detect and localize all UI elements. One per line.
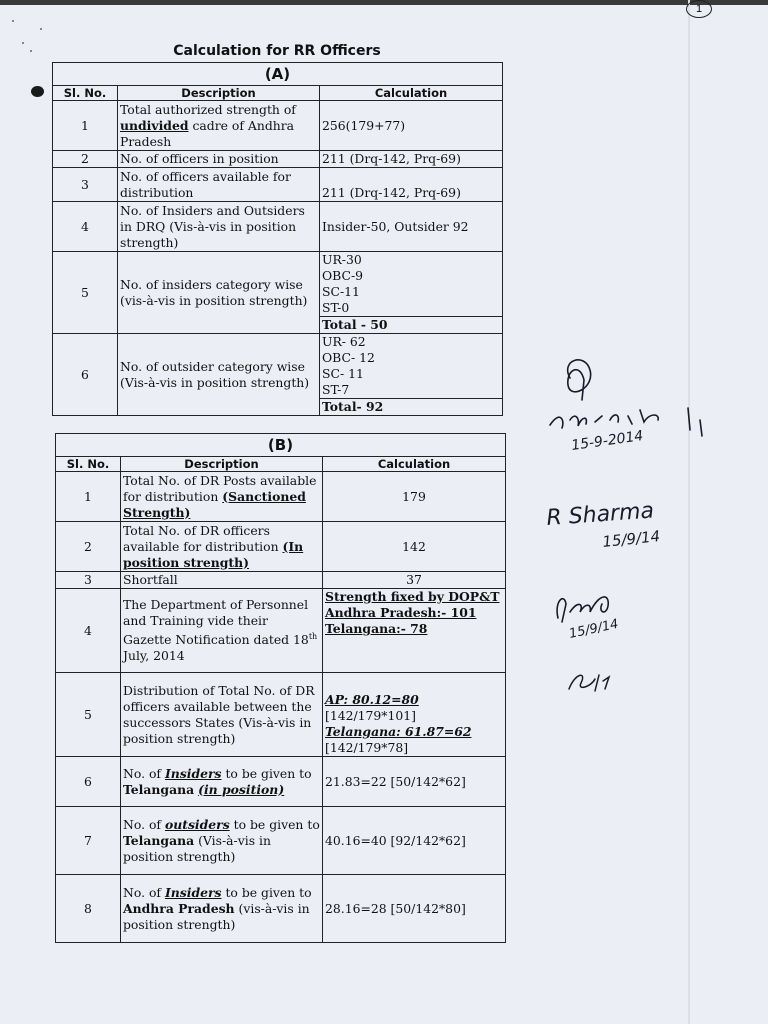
desc-text: (Vis-à-vis in position strength): [123, 832, 271, 864]
category-value: ST-0: [320, 300, 502, 317]
table-row: [56, 807, 506, 875]
header-description: Description: [118, 86, 320, 101]
row-description: [121, 589, 323, 673]
desc-text: to be given to: [221, 884, 312, 900]
row-description: [121, 472, 323, 522]
row-description: No. of outsider category wise (Vis-à-vis in position strength): [118, 334, 320, 416]
row-sl-no: 1: [56, 472, 121, 522]
scan-speck: [22, 42, 24, 44]
category-value: SC- 11: [322, 366, 364, 381]
table-b-caption: (B): [56, 434, 506, 457]
page-number: 1: [686, 0, 712, 18]
row-description: [118, 101, 320, 151]
signature-3: [550, 582, 670, 642]
table-row: [53, 168, 503, 202]
desc-text: The Department of Personnel and Training vide their Gazette Notification dated 18: [123, 596, 309, 648]
row-sl-no: 4: [56, 589, 121, 673]
category-total: Total - 50: [322, 317, 388, 332]
row-description: No. of officers available for distribution: [118, 168, 320, 202]
desc-state: Telangana: [123, 781, 195, 797]
table-b: [55, 433, 506, 943]
row-calculation: [323, 673, 506, 757]
desc-emphasis: (in position): [198, 781, 285, 797]
row-calculation: 179: [323, 472, 506, 522]
signature-2-name: R Sharma: [545, 498, 655, 531]
table-row: [56, 572, 506, 589]
header-description: Description: [121, 457, 323, 472]
header-calculation: Calculation: [320, 86, 503, 101]
row-sl-no: 7: [56, 807, 121, 875]
category-value: UR-30: [322, 252, 362, 267]
table-a-caption: (A): [53, 63, 503, 86]
row-sl-no: 8: [56, 875, 121, 943]
desc-emphasis: outsiders: [164, 816, 230, 832]
row-sl-no: 6: [56, 757, 121, 807]
row-calculation: 21.83=22 [50/142*62]: [323, 757, 506, 807]
row-description: [121, 807, 323, 875]
table-row: [53, 151, 503, 168]
row-description: [121, 875, 323, 943]
signature-1: [540, 350, 730, 460]
signature-1-date: 15-9-2014: [570, 428, 645, 454]
page-title: Calculation for RR Officers: [173, 43, 381, 59]
table-row: [53, 252, 503, 334]
row-sl-no: 1: [53, 101, 118, 151]
desc-text: July, 2014: [123, 648, 185, 664]
desc-emphasis: (Sanctioned Strength): [123, 488, 306, 520]
table-row: [53, 202, 503, 252]
scan-speck: [12, 20, 14, 22]
row-sl-no: 2: [56, 522, 121, 572]
desc-text: to be given to: [229, 816, 320, 832]
desc-state: Telangana: [123, 832, 195, 848]
row-sl-no: 4: [53, 202, 118, 252]
desc-text: Total authorized strength of: [120, 101, 296, 117]
row-description: [121, 522, 323, 572]
row-description: Shortfall: [121, 572, 323, 589]
category-value: SC-11: [322, 284, 360, 299]
table-row: [56, 472, 506, 522]
signature-2: [545, 495, 695, 555]
table-a: [52, 62, 503, 416]
row-description: No. of insiders category wise (vis-à-vis in position strength): [118, 252, 320, 334]
desc-text: Total No. of DR officers available for distribution: [123, 522, 283, 554]
desc-text: No. of: [123, 816, 165, 832]
desc-text: Total No. of DR Posts available for distribution: [123, 472, 317, 504]
desc-emphasis: Insiders: [164, 884, 222, 900]
row-description: Distribution of Total No. of DR officers available between the successors States (Vis-à-vis in position strength): [121, 673, 323, 757]
row-description: No. of Insiders and Outsiders in DRQ (Vis-à-vis in position strength): [118, 202, 320, 252]
row-calculation: 211 (Drq-142, Prq-69): [320, 168, 503, 202]
table-row: [56, 757, 506, 807]
desc-emphasis: undivided: [120, 117, 189, 133]
desc-text: No. of: [123, 884, 165, 900]
header-calculation: Calculation: [323, 457, 506, 472]
header-sl-no: Sl. No.: [53, 86, 118, 101]
signature-3-date: 15/9/14: [567, 616, 620, 642]
row-calculation: 142: [323, 522, 506, 572]
row-calculation: [320, 334, 503, 416]
row-sl-no: 6: [53, 334, 118, 416]
desc-emphasis: (In position strength): [123, 538, 304, 570]
row-calculation: 211 (Drq-142, Prq-69): [320, 151, 503, 168]
category-value: UR- 62: [322, 334, 366, 349]
desc-superscript: th: [308, 631, 318, 641]
strength-fixed: Strength fixed by DOP&T Andhra Pradesh:- 101: [325, 589, 500, 620]
signature-4: [565, 665, 625, 700]
telangana-formula: [142/179*78]: [325, 740, 409, 755]
telangana-share: Telangana: 61.87=62: [325, 724, 472, 739]
row-sl-no: 3: [56, 572, 121, 589]
ap-formula: [142/179*101]: [325, 708, 416, 723]
row-calculation: 37: [323, 572, 506, 589]
table-b-header: [56, 457, 506, 472]
category-value: ST-7: [320, 382, 502, 399]
desc-text: to be given to: [221, 765, 312, 781]
table-row: [56, 522, 506, 572]
table-a-header: [53, 86, 503, 101]
signature-2-date: 15/9/14: [601, 527, 661, 551]
desc-emphasis: Insiders: [164, 765, 222, 781]
category-value: OBC-9: [322, 268, 364, 283]
row-calculation: 256(179+77): [320, 101, 503, 151]
row-calculation: 28.16=28 [50/142*80]: [323, 875, 506, 943]
header-sl-no: Sl. No.: [56, 457, 121, 472]
row-calculation: 40.16=40 [92/142*62]: [323, 807, 506, 875]
table-row: [53, 334, 503, 416]
punch-hole: [31, 86, 44, 97]
category-total: Total- 92: [322, 399, 384, 414]
table-row: [53, 101, 503, 151]
row-sl-no: 3: [53, 168, 118, 202]
row-description: [121, 757, 323, 807]
row-description: No. of officers in position: [118, 151, 320, 168]
desc-state: Andhra Pradesh: [123, 900, 235, 916]
row-sl-no: 5: [56, 673, 121, 757]
desc-text: (vis-à-vis in position strength): [123, 900, 310, 932]
desc-text: No. of: [123, 765, 165, 781]
row-sl-no: 5: [53, 252, 118, 334]
ap-share: AP: 80.12=80: [325, 692, 419, 707]
category-value: OBC- 12: [322, 350, 375, 365]
table-row: [56, 673, 506, 757]
row-calculation: Insider-50, Outsider 92: [320, 202, 503, 252]
table-row: [56, 875, 506, 943]
desc-text: cadre of Andhra Pradesh: [120, 117, 295, 149]
scan-speck: [30, 50, 32, 52]
row-sl-no: 2: [53, 151, 118, 168]
table-row: [56, 589, 506, 673]
scan-speck: [40, 28, 42, 30]
scan-top-edge: [0, 0, 768, 5]
strength-telangana: Telangana:- 78: [325, 621, 428, 636]
row-calculation: [320, 252, 503, 334]
row-calculation: [323, 589, 506, 673]
